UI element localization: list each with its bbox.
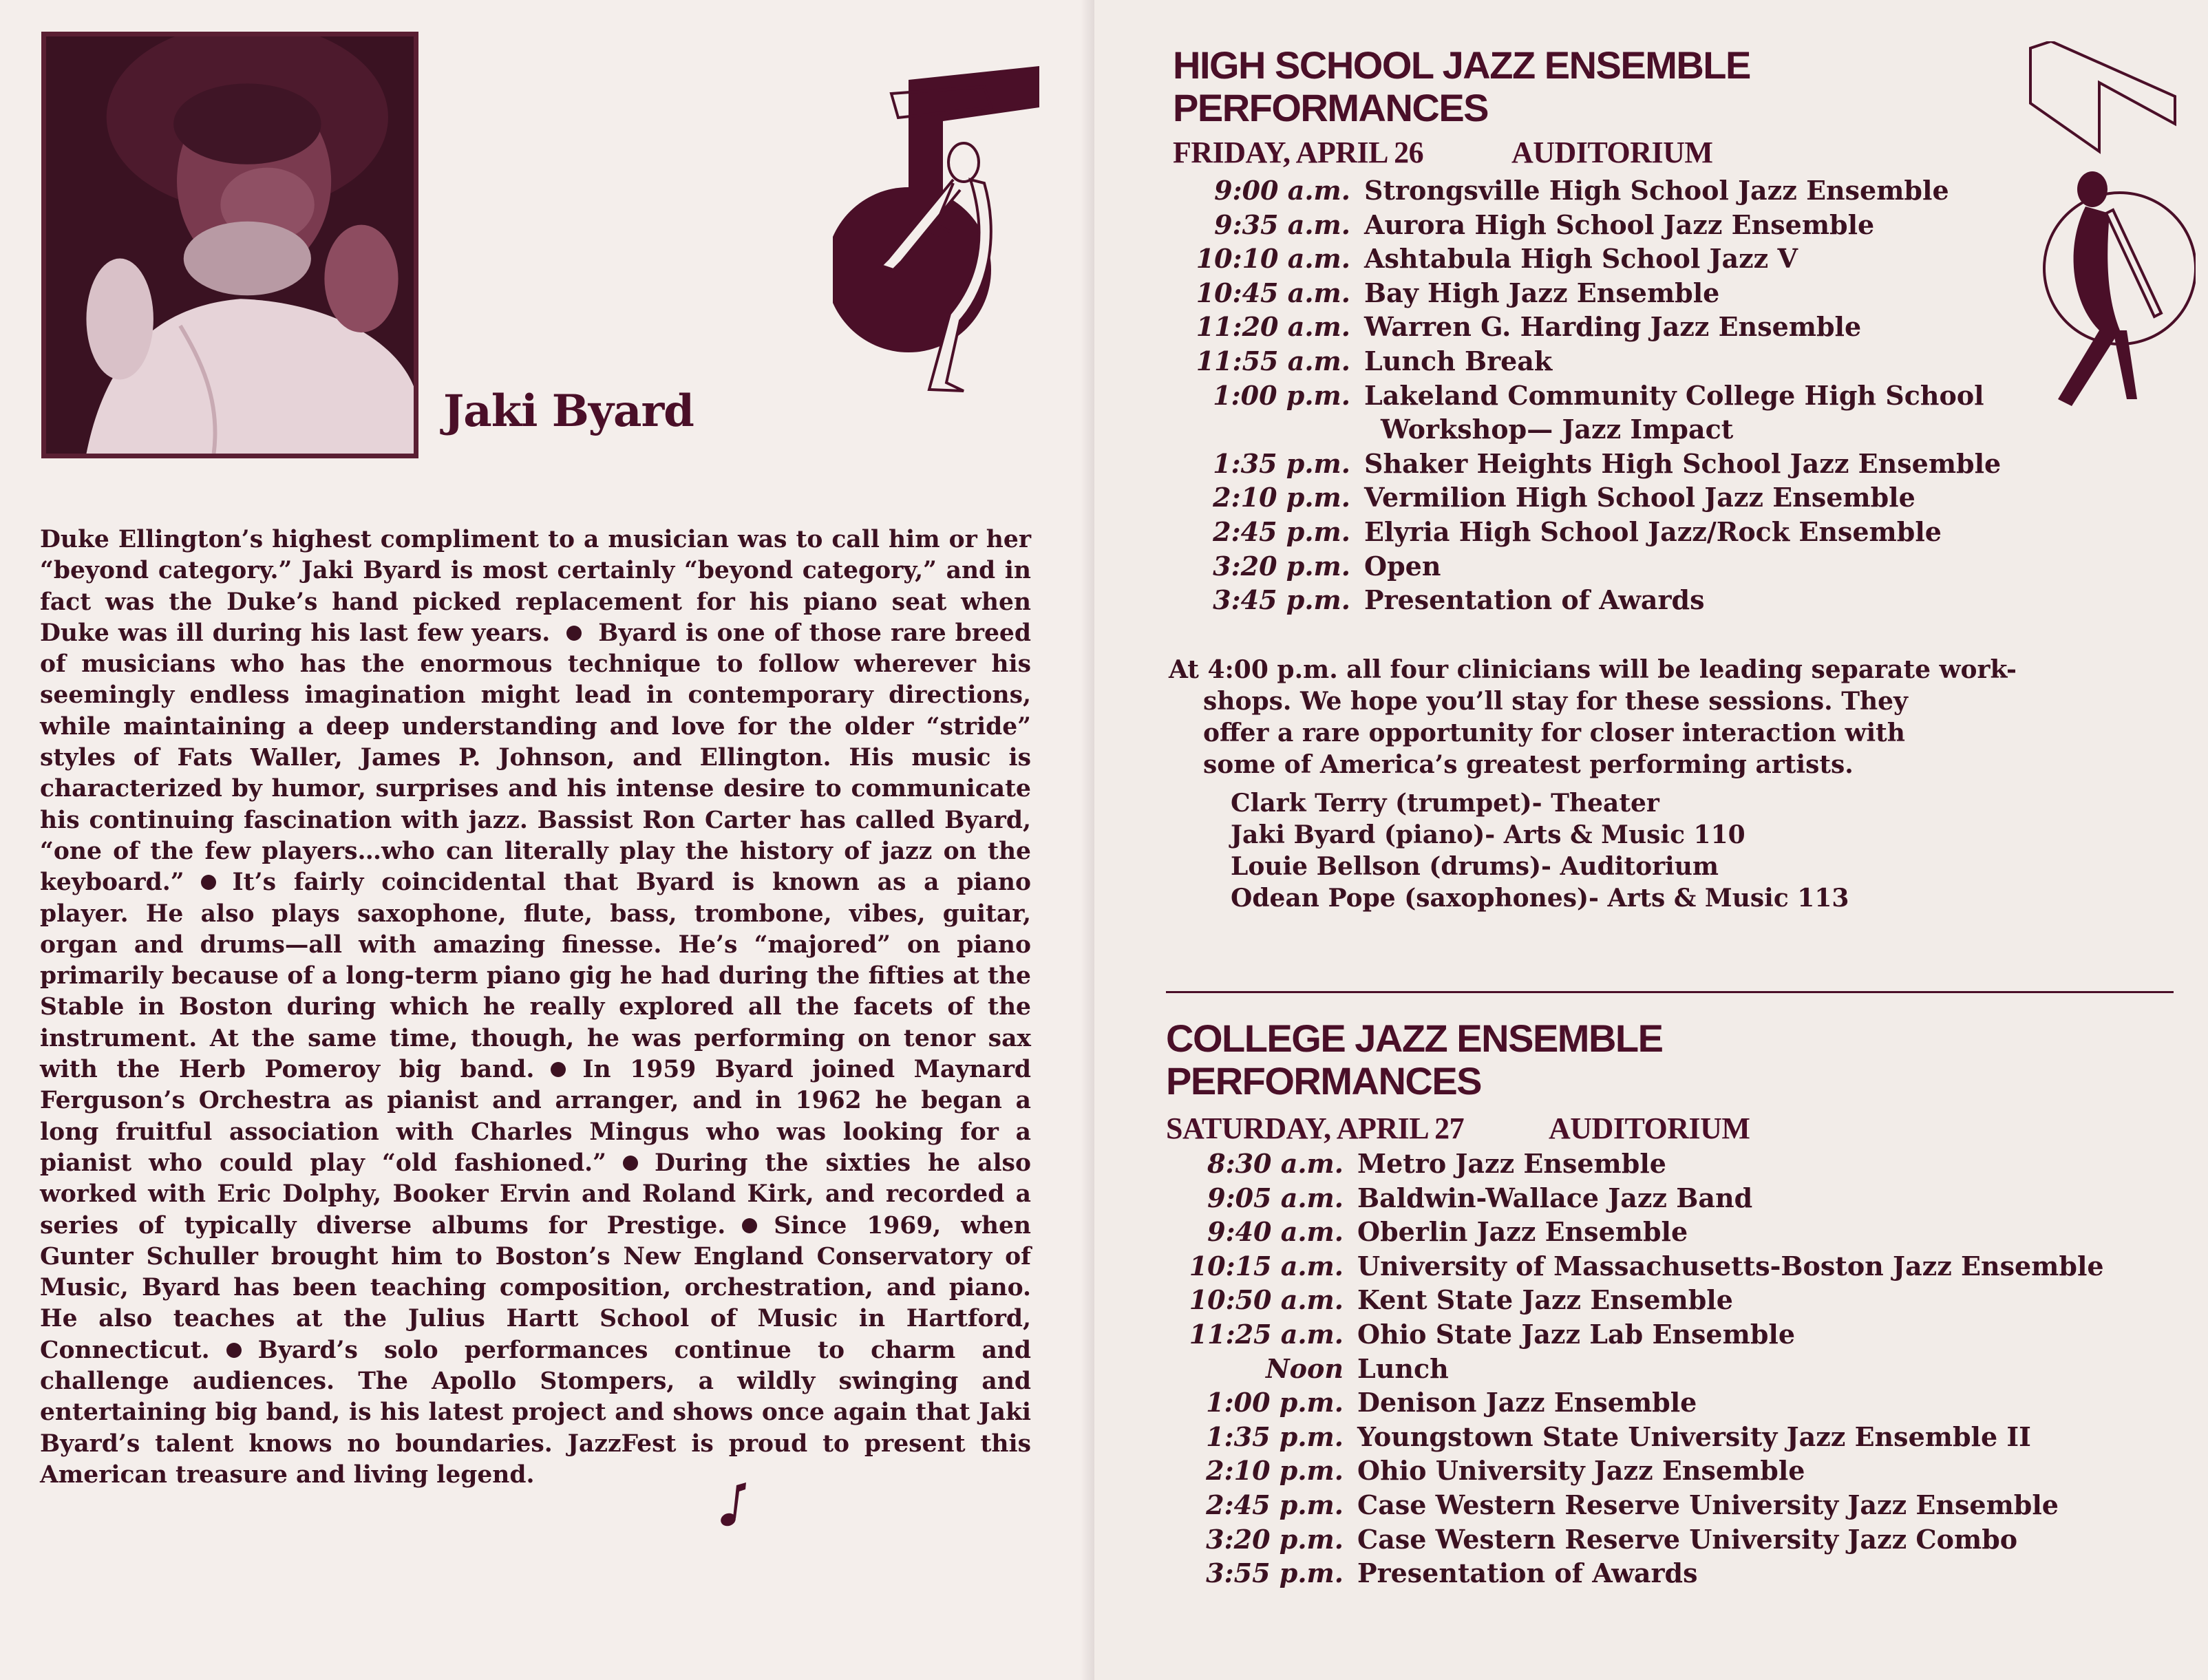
schedule-event: Lunch bbox=[1357, 1352, 1449, 1384]
schedule-event: Shaker Heights High School Jazz Ensemble bbox=[1364, 447, 2002, 479]
schedule-row bbox=[1163, 243, 1989, 277]
bio-paragraph: Byard is one of those rare breed of musicians who has the enormous technique to follow wherever his seemingly endless imagination might lead in contemporary directions, while maintaining a deep understanding and love for the older “stride” styles of Fats Waller, James P. Johnson, and Ellington. His music is characterized by humor, surprises and his intense desire to communicate his continuing fascination with jazz. Bassist Ron Carter has called Byard, “one of the few players…who can literally play the history of jazz on the keyboard.” bbox=[40, 619, 1031, 897]
schedule-row bbox=[1156, 1284, 2051, 1319]
schedule-row bbox=[1163, 414, 1989, 448]
schedule-time: Noon bbox=[1265, 1352, 1344, 1384]
title-line: COLLEGE JAZZ ENSEMBLE bbox=[1166, 1017, 1663, 1060]
bio-paragraph: In 1959 Byard joined Maynard Ferguson’s Orchestra as pianist and arranger, and in 1962 he began a long fruitful association with Charles Mingus who was looking for a pianist who could play “old fashioned.” bbox=[40, 1056, 1031, 1177]
schedule-event: Elyria High School Jazz/Rock Ensemble bbox=[1364, 515, 1942, 547]
schedule-event: Oberlin Jazz Ensemble bbox=[1357, 1216, 1688, 1248]
portrait-photo bbox=[41, 32, 418, 458]
schedule-time: 1:00 p.m. bbox=[1213, 379, 1350, 411]
artist-name: Jaki Byard bbox=[443, 385, 694, 437]
left-page bbox=[0, 0, 1094, 1680]
schedule-row bbox=[1163, 277, 1989, 312]
schedule-row bbox=[1156, 1455, 2051, 1489]
schedule-time: 9:00 a.m. bbox=[1214, 175, 1350, 206]
schedule-event: Case Western Reserve University Jazz Combo bbox=[1357, 1523, 2018, 1555]
schedule-row bbox=[1163, 516, 1989, 551]
schedule-time: 9:35 a.m. bbox=[1214, 209, 1350, 240]
schedule-event: University of Massachusetts-Boston Jazz Ensemble bbox=[1357, 1250, 2104, 1282]
schedule-event: Ohio University Jazz Ensemble bbox=[1357, 1455, 1805, 1487]
high-school-day-header bbox=[1173, 135, 1713, 170]
clinician-item: Jaki Byard (piano)- Arts & Music 110 bbox=[1231, 820, 1745, 849]
title-line: PERFORMANCES bbox=[1166, 1059, 1482, 1103]
schedule-row bbox=[1156, 1216, 2051, 1251]
title-line: HIGH SCHOOL JAZZ ENSEMBLE bbox=[1173, 43, 1750, 87]
schedule-time: 10:10 a.m. bbox=[1196, 243, 1350, 275]
schedule-row bbox=[1156, 1489, 2059, 1524]
schedule-row bbox=[1156, 1524, 2051, 1558]
venue-label: AUDITORIUM bbox=[1549, 1112, 1750, 1145]
schedule-event: Strongsville High School Jazz Ensemble bbox=[1364, 175, 1949, 206]
bio-paragraph: Since 1969, when Gunter Schuller brought him to Boston’s New England Conservatory of Music, Byard has been teaching composition, orchestration, and piano. He also teaches at the Julius Hartt School of Music in Hartford, Connecticut. bbox=[40, 1211, 1031, 1364]
schedule-time: 9:05 a.m. bbox=[1207, 1182, 1344, 1213]
bullet-icon bbox=[566, 626, 582, 641]
bio-paragraph: It’s fairly coincidental that Byard is known as a piano player. He also plays saxophone, flute, bass, trombone, vibes, guitar, organ and drums—all with amazing finesse. He’s “majored” on piano primarily because of a long-term piano gig he had during the fifties at the Stable in Boston during which he really explored all the facets of the instrument. At the same time, though, he was performing on tenor sax with the Herb Pomeroy big band. bbox=[40, 869, 1031, 1084]
clinician-item: Clark Terry (trumpet)- Theater bbox=[1231, 789, 1659, 818]
right-page bbox=[1094, 0, 2208, 1680]
schedule-row bbox=[1156, 1387, 2051, 1421]
schedule-row bbox=[1156, 1353, 2051, 1387]
title-line: PERFORMANCES bbox=[1173, 86, 1489, 129]
schedule-row bbox=[1163, 175, 1989, 209]
schedule-event: Baldwin-Wallace Jazz Band bbox=[1357, 1182, 1753, 1213]
section-divider bbox=[1166, 991, 2174, 993]
day-label: SATURDAY, APRIL 27 bbox=[1166, 1112, 1465, 1145]
bio-paragraph: Byard’s solo performances continue to charm and challenge audiences. The Apollo Stompers, a wildly swinging and entertaining big band, is his latest project and shows once again that Jaki Byard’s talent knows no boundaries. JazzFest is proud to present this American treasure and living legend. bbox=[40, 1336, 1031, 1489]
schedule-row bbox=[1163, 380, 1989, 414]
schedule-event: Aurora High School Jazz Ensemble bbox=[1364, 209, 1875, 240]
schedule-time: 11:25 a.m. bbox=[1189, 1318, 1344, 1350]
schedule-row bbox=[1163, 345, 1989, 380]
schedule-time: 3:45 p.m. bbox=[1213, 584, 1350, 616]
bullet-icon bbox=[742, 1218, 757, 1233]
venue-label: AUDITORIUM bbox=[1511, 136, 1713, 169]
schedule-event: Vermilion High School Jazz Ensemble bbox=[1364, 482, 1915, 513]
schedule-row bbox=[1163, 311, 1989, 345]
schedule-event: Workshop— Jazz Impact bbox=[1381, 414, 1734, 445]
schedule-time: 2:10 p.m. bbox=[1213, 482, 1350, 513]
day-label: FRIDAY, APRIL 26 bbox=[1173, 136, 1424, 169]
schedule-event: Presentation of Awards bbox=[1364, 584, 1705, 616]
schedule-time: 10:45 a.m. bbox=[1196, 277, 1350, 308]
schedule-event: Kent State Jazz Ensemble bbox=[1357, 1284, 1733, 1316]
schedule-event: Open bbox=[1364, 550, 1441, 582]
schedule-event: Youngstown State University Jazz Ensemble II bbox=[1357, 1421, 2031, 1452]
schedule-row bbox=[1163, 584, 1989, 619]
bullet-icon bbox=[226, 1343, 242, 1358]
schedule-row bbox=[1163, 209, 1989, 244]
schedule-event: Warren G. Harding Jazz Ensemble bbox=[1364, 311, 1862, 343]
schedule-time: 10:15 a.m. bbox=[1189, 1250, 1344, 1282]
college-section-title bbox=[1166, 1017, 1662, 1103]
bullet-icon bbox=[623, 1156, 638, 1171]
schedule-event: Denison Jazz Ensemble bbox=[1357, 1387, 1697, 1418]
schedule-event: Lunch Break bbox=[1364, 345, 1553, 376]
schedule-event: Ashtabula High School Jazz V bbox=[1364, 243, 1798, 275]
schedule-row bbox=[1163, 447, 2002, 482]
college-schedule bbox=[1156, 1148, 2104, 1592]
schedule-row bbox=[1156, 1557, 2051, 1592]
schedule-row bbox=[1156, 1148, 2051, 1182]
schedule-event: Ohio State Jazz Lab Ensemble bbox=[1357, 1318, 1795, 1350]
college-day-header bbox=[1166, 1111, 1750, 1146]
high-school-schedule bbox=[1163, 175, 2002, 619]
workshop-first-line: At 4:00 p.m. all four clinicians will be leading separate work- bbox=[1169, 655, 2017, 684]
clinician-item: Odean Pope (saxophones)- Arts & Music 113 bbox=[1231, 884, 1849, 913]
schedule-row bbox=[1163, 482, 1989, 516]
high-school-section-title bbox=[1173, 44, 1750, 129]
schedule-time: 2:45 p.m. bbox=[1213, 515, 1350, 547]
workshop-rest: shops. We hope you’ll stay for these sessions. They offer a rare opportunity for closer interaction with some of America’s greatest performing artists. bbox=[1203, 687, 1908, 779]
clinician-item: Louie Bellson (drums)- Auditorium bbox=[1231, 852, 1719, 881]
schedule-row bbox=[1156, 1182, 2051, 1217]
schedule-event: Bay High Jazz Ensemble bbox=[1364, 277, 1720, 308]
schedule-time: 3:55 p.m. bbox=[1206, 1557, 1344, 1589]
schedule-row bbox=[1163, 551, 1989, 585]
schedule-time: 2:10 p.m. bbox=[1206, 1455, 1344, 1487]
schedule-time: 11:20 a.m. bbox=[1196, 311, 1350, 343]
schedule-time: 3:20 p.m. bbox=[1206, 1523, 1344, 1555]
schedule-time: 1:35 p.m. bbox=[1213, 447, 1350, 479]
schedule-time: 1:00 p.m. bbox=[1206, 1387, 1344, 1418]
workshop-paragraph bbox=[1169, 654, 2017, 780]
schedule-row bbox=[1156, 1319, 2051, 1353]
schedule-time: 9:40 a.m. bbox=[1207, 1216, 1344, 1248]
small-eighth-note-icon bbox=[720, 1480, 747, 1528]
schedule-time: 11:55 a.m. bbox=[1196, 345, 1350, 376]
schedule-time: 2:45 p.m. bbox=[1206, 1489, 1344, 1520]
bio-paragraph: During the sixties he also worked with Eric Dolphy, Booker Ervin and Roland Kirk, and recorded a series of typically diverse albums for Prestige. bbox=[40, 1149, 1031, 1240]
bullet-icon bbox=[551, 1062, 566, 1077]
musician-note-logo-icon bbox=[833, 66, 1060, 403]
biography-text bbox=[40, 524, 1031, 1491]
schedule-row bbox=[1156, 1250, 2104, 1285]
schedule-time: 10:50 a.m. bbox=[1189, 1284, 1344, 1316]
schedule-event: Presentation of Awards bbox=[1357, 1557, 1698, 1589]
clinician-list bbox=[1231, 787, 1849, 914]
schedule-event: Lakeland Community College High School bbox=[1364, 379, 1984, 411]
bio-paragraph: Duke Ellington’s highest compliment to a musician was to call him or her “beyond category.” Jaki Byard is most certainly “beyond category,” and in fact was the Duke’s hand picked replacement for his piano seat when Duke was ill during his last few years. bbox=[40, 526, 1031, 647]
schedule-time: 3:20 p.m. bbox=[1213, 550, 1350, 582]
schedule-time: 8:30 a.m. bbox=[1207, 1148, 1344, 1179]
schedule-time: 1:35 p.m. bbox=[1206, 1421, 1344, 1452]
schedule-event: Case Western Reserve University Jazz Ensemble bbox=[1357, 1489, 2059, 1520]
musician-outline-logo-icon bbox=[2017, 41, 2196, 413]
schedule-row bbox=[1156, 1421, 2051, 1456]
bullet-icon bbox=[201, 875, 216, 890]
schedule-event: Metro Jazz Ensemble bbox=[1357, 1148, 1666, 1179]
